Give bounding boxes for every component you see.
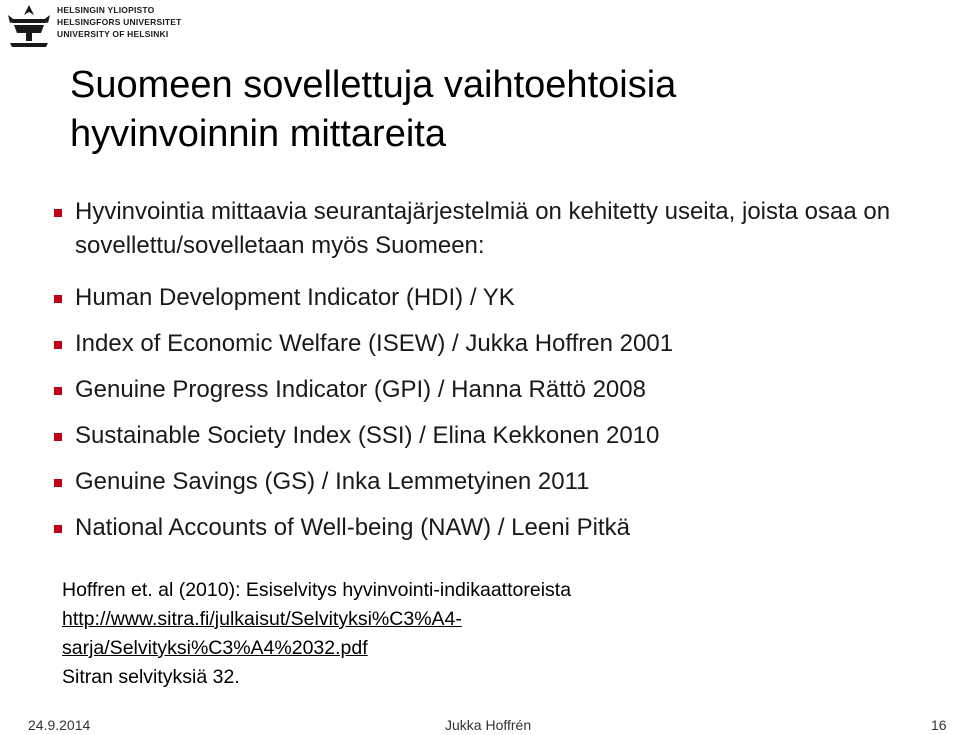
reference-block: [62, 576, 922, 692]
reference-link[interactable]: [62, 608, 462, 659]
slide-title-line-2: hyvinvoinnin mittareita: [70, 113, 446, 155]
bullet-item: [50, 195, 930, 281]
bullet-item: [50, 465, 930, 511]
logo-line-english: UNIVERSITY OF HELSINKI: [57, 29, 169, 39]
bullet-square-icon: [54, 525, 62, 533]
bullet-text: Human Development Indicator (HDI) / YK: [75, 284, 515, 311]
university-crest-icon: [6, 3, 52, 49]
bullet-square-icon: [54, 479, 62, 487]
bullet-item: [50, 419, 930, 465]
bullet-text: Index of Economic Welfare (ISEW) / Jukka Hoffren 2001: [75, 330, 674, 357]
bullet-list: [50, 195, 930, 557]
bullet-square-icon: [54, 433, 62, 441]
logo-line-finnish: HELSINGIN YLIOPISTO: [57, 5, 155, 15]
bullet-square-icon: [54, 341, 62, 349]
slide-title: [70, 61, 930, 159]
university-logo: [0, 0, 200, 52]
bullet-text: Sustainable Society Index (SSI) / Elina Kekkonen 2010: [75, 422, 660, 449]
bullet-item: [50, 373, 930, 419]
slide-title-line-1: Suomeen sovellettuja vaihtoehtoisia: [70, 64, 677, 106]
reference-link-line-1: http://www.sitra.fi/julkaisut/Selvityksi%C3%A4-: [62, 608, 462, 630]
bullet-item: [50, 281, 930, 327]
footer-author: Jukka Hoffrén: [445, 717, 532, 733]
bullet-text: Hyvinvointia mittaavia seurantajärjestelmiä on kehitetty useita, joista osaa on sovellettu/sovelletaan myös Suomeen:: [75, 198, 891, 259]
bullet-item: [50, 327, 930, 373]
bullet-square-icon: [54, 209, 62, 217]
bullet-square-icon: [54, 295, 62, 303]
bullet-text: Genuine Progress Indicator (GPI) / Hanna Rättö 2008: [75, 376, 646, 403]
reference-citation: Hoffren et. al (2010): Esiselvitys hyvinvointi-indikaattoreista: [62, 579, 572, 601]
logo-line-swedish: HELSINGFORS UNIVERSITET: [57, 17, 182, 27]
bullet-square-icon: [54, 387, 62, 395]
reference-series: Sitran selvityksiä 32.: [62, 666, 240, 688]
bullet-text: Genuine Savings (GS) / Inka Lemmetyinen 2011: [75, 468, 590, 495]
page-number: 16: [931, 717, 947, 733]
footer-date: 24.9.2014: [28, 717, 91, 733]
reference-link-line-2: sarja/Selvityksi%C3%A4%2032.pdf: [62, 637, 368, 659]
bullet-text: National Accounts of Well-being (NAW) / Leeni Pitkä: [75, 514, 630, 541]
bullet-item: [50, 511, 930, 557]
